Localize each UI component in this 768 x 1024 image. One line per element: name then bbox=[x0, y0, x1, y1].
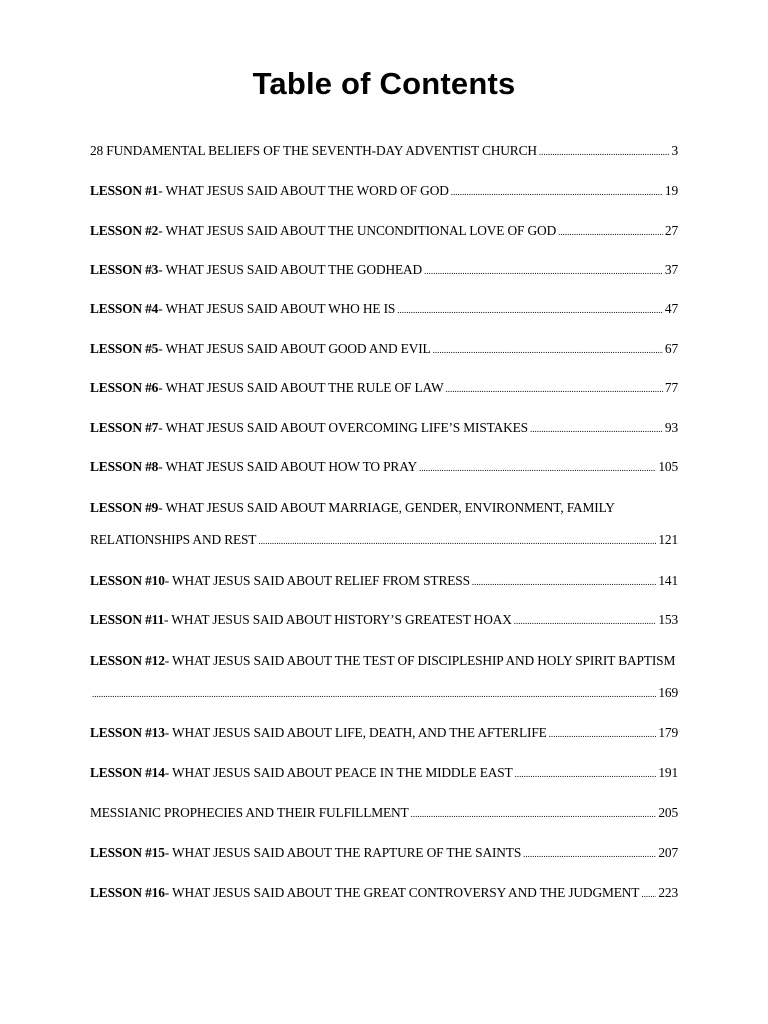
dot-leader bbox=[445, 378, 662, 400]
toc-entry[interactable] bbox=[90, 762, 678, 784]
toc-entry-line bbox=[90, 762, 678, 784]
dot-leader bbox=[433, 339, 663, 361]
toc-entry[interactable] bbox=[90, 722, 678, 744]
entry-title: - WHAT JESUS SAID ABOUT THE TEST OF DISCIPLESHIP AND HOLY SPIRIT BAPTISM bbox=[164, 653, 676, 668]
toc-entry[interactable] bbox=[90, 456, 678, 478]
toc-entry-line bbox=[90, 417, 678, 439]
entry-title: - WHAT JESUS SAID ABOUT HOW TO PRAY bbox=[158, 459, 418, 474]
toc-entry[interactable] bbox=[90, 802, 678, 824]
lesson-number: LESSON #10 bbox=[90, 573, 165, 588]
entry-title: - WHAT JESUS SAID ABOUT GOOD AND EVIL bbox=[158, 341, 431, 356]
page-number: 191 bbox=[658, 765, 678, 780]
toc-entry[interactable] bbox=[90, 140, 678, 162]
page-number: 207 bbox=[658, 845, 678, 860]
toc-entry-line bbox=[90, 570, 678, 592]
toc-entry[interactable] bbox=[90, 377, 678, 399]
lesson-number: LESSON #2 bbox=[90, 223, 159, 238]
lesson-number: LESSON #7 bbox=[90, 420, 159, 435]
entry-title: - WHAT JESUS SAID ABOUT LIFE, DEATH, AND THE AFTERLIFE bbox=[164, 725, 547, 740]
dot-leader bbox=[411, 803, 657, 825]
toc-entry-line bbox=[90, 842, 678, 864]
dot-leader bbox=[514, 610, 657, 632]
toc-entry[interactable] bbox=[90, 220, 678, 242]
page-number: 67 bbox=[664, 341, 678, 356]
toc-entry-line bbox=[90, 220, 678, 242]
dot-leader bbox=[539, 141, 670, 163]
dot-leader bbox=[424, 260, 663, 282]
dot-leader bbox=[641, 883, 656, 905]
toc-entry-line bbox=[90, 497, 678, 519]
page-number: 141 bbox=[658, 573, 678, 588]
dot-leader bbox=[530, 418, 663, 440]
toc-entry-line bbox=[90, 140, 678, 162]
entry-title: - WHAT JESUS SAID ABOUT RELIEF FROM STRESS bbox=[164, 573, 470, 588]
entry-title: - WHAT JESUS SAID ABOUT HISTORY’S GREATEST HOAX bbox=[164, 612, 512, 627]
lesson-number: LESSON #9 bbox=[90, 500, 159, 515]
entry-title: 28 FUNDAMENTAL BELIEFS OF THE SEVENTH-DAY ADVENTIST CHURCH bbox=[90, 143, 537, 158]
toc-entry-line bbox=[90, 456, 678, 478]
toc-entry-line bbox=[90, 650, 678, 672]
entry-title: - WHAT JESUS SAID ABOUT PEACE IN THE MIDDLE EAST bbox=[164, 765, 513, 780]
entry-title: - WHAT JESUS SAID ABOUT THE GREAT CONTROVERSY AND THE JUDGMENT bbox=[164, 885, 640, 900]
entry-title: - WHAT JESUS SAID ABOUT MARRIAGE, GENDER, ENVIRONMENT, FAMILY bbox=[158, 500, 615, 515]
toc-entry-line bbox=[90, 682, 678, 704]
dot-leader bbox=[397, 299, 663, 321]
page-number: 3 bbox=[671, 143, 678, 158]
dot-leader bbox=[472, 571, 656, 593]
toc-entry-line bbox=[90, 259, 678, 281]
toc-entry[interactable] bbox=[90, 259, 678, 281]
dot-leader bbox=[523, 843, 656, 865]
page-number: 169 bbox=[658, 685, 678, 700]
page-number: 19 bbox=[664, 183, 678, 198]
toc-entry-line bbox=[90, 377, 678, 399]
page-title: Table of Contents bbox=[252, 66, 516, 101]
lesson-number: LESSON #15 bbox=[90, 845, 165, 860]
lesson-number: LESSON #13 bbox=[90, 725, 165, 740]
lesson-number: LESSON #16 bbox=[90, 885, 165, 900]
page-number: 223 bbox=[658, 885, 678, 900]
toc-entry[interactable] bbox=[90, 417, 678, 439]
page-number: 93 bbox=[664, 420, 678, 435]
page-number: 37 bbox=[664, 262, 678, 277]
toc-entry[interactable] bbox=[90, 298, 678, 320]
toc-entry[interactable] bbox=[90, 497, 678, 551]
toc-entry[interactable] bbox=[90, 570, 678, 592]
toc-entry[interactable] bbox=[90, 609, 678, 631]
toc-entry-line bbox=[90, 529, 678, 551]
entry-title: - WHAT JESUS SAID ABOUT THE RAPTURE OF THE SAINTS bbox=[164, 845, 522, 860]
page-number: 205 bbox=[658, 805, 678, 820]
dot-leader bbox=[258, 530, 656, 552]
toc-entry-line bbox=[90, 298, 678, 320]
entry-title: - WHAT JESUS SAID ABOUT THE RULE OF LAW bbox=[158, 380, 444, 395]
entry-title: MESSIANIC PROPHECIES AND THEIR FULFILLMENT bbox=[90, 805, 409, 820]
page-number: 121 bbox=[658, 532, 678, 547]
lesson-number: LESSON #1 bbox=[90, 183, 159, 198]
page-number: 27 bbox=[664, 223, 678, 238]
entry-title: - WHAT JESUS SAID ABOUT THE UNCONDITIONAL LOVE OF GOD bbox=[158, 223, 557, 238]
toc-entry[interactable] bbox=[90, 338, 678, 360]
lesson-number: LESSON #11 bbox=[90, 612, 165, 627]
toc-entry[interactable] bbox=[90, 842, 678, 864]
toc-entry[interactable] bbox=[90, 180, 678, 202]
entry-title: - WHAT JESUS SAID ABOUT OVERCOMING LIFE’S MISTAKES bbox=[158, 420, 528, 435]
dot-leader bbox=[549, 723, 657, 745]
page-number: 153 bbox=[658, 612, 678, 627]
toc-entry[interactable] bbox=[90, 882, 678, 904]
entry-title: - WHAT JESUS SAID ABOUT THE WORD OF GOD bbox=[158, 183, 449, 198]
dot-leader bbox=[515, 763, 657, 785]
lesson-number: LESSON #3 bbox=[90, 262, 159, 277]
lesson-number: LESSON #5 bbox=[90, 341, 159, 356]
entry-title-continued: RELATIONSHIPS AND REST bbox=[90, 532, 257, 547]
dot-leader bbox=[419, 457, 656, 479]
toc-entry[interactable] bbox=[90, 650, 678, 704]
dot-leader bbox=[451, 181, 663, 203]
toc-entry-line bbox=[90, 609, 678, 631]
dot-leader bbox=[92, 683, 656, 705]
page-number: 105 bbox=[658, 459, 678, 474]
page-number: 179 bbox=[658, 725, 678, 740]
entry-title: - WHAT JESUS SAID ABOUT WHO HE IS bbox=[158, 301, 396, 316]
toc-entry-line bbox=[90, 882, 678, 904]
toc-entry-line bbox=[90, 802, 678, 824]
dot-leader bbox=[558, 221, 663, 243]
toc-entry-line bbox=[90, 338, 678, 360]
lesson-number: LESSON #8 bbox=[90, 459, 159, 474]
lesson-number: LESSON #4 bbox=[90, 301, 159, 316]
toc-entry-line bbox=[90, 722, 678, 744]
entry-title: - WHAT JESUS SAID ABOUT THE GODHEAD bbox=[158, 262, 423, 277]
lesson-number: LESSON #14 bbox=[90, 765, 165, 780]
lesson-number: LESSON #6 bbox=[90, 380, 159, 395]
page-number: 47 bbox=[664, 301, 678, 316]
toc-entry-line bbox=[90, 180, 678, 202]
lesson-number: LESSON #12 bbox=[90, 653, 165, 668]
page-number: 77 bbox=[664, 380, 678, 395]
